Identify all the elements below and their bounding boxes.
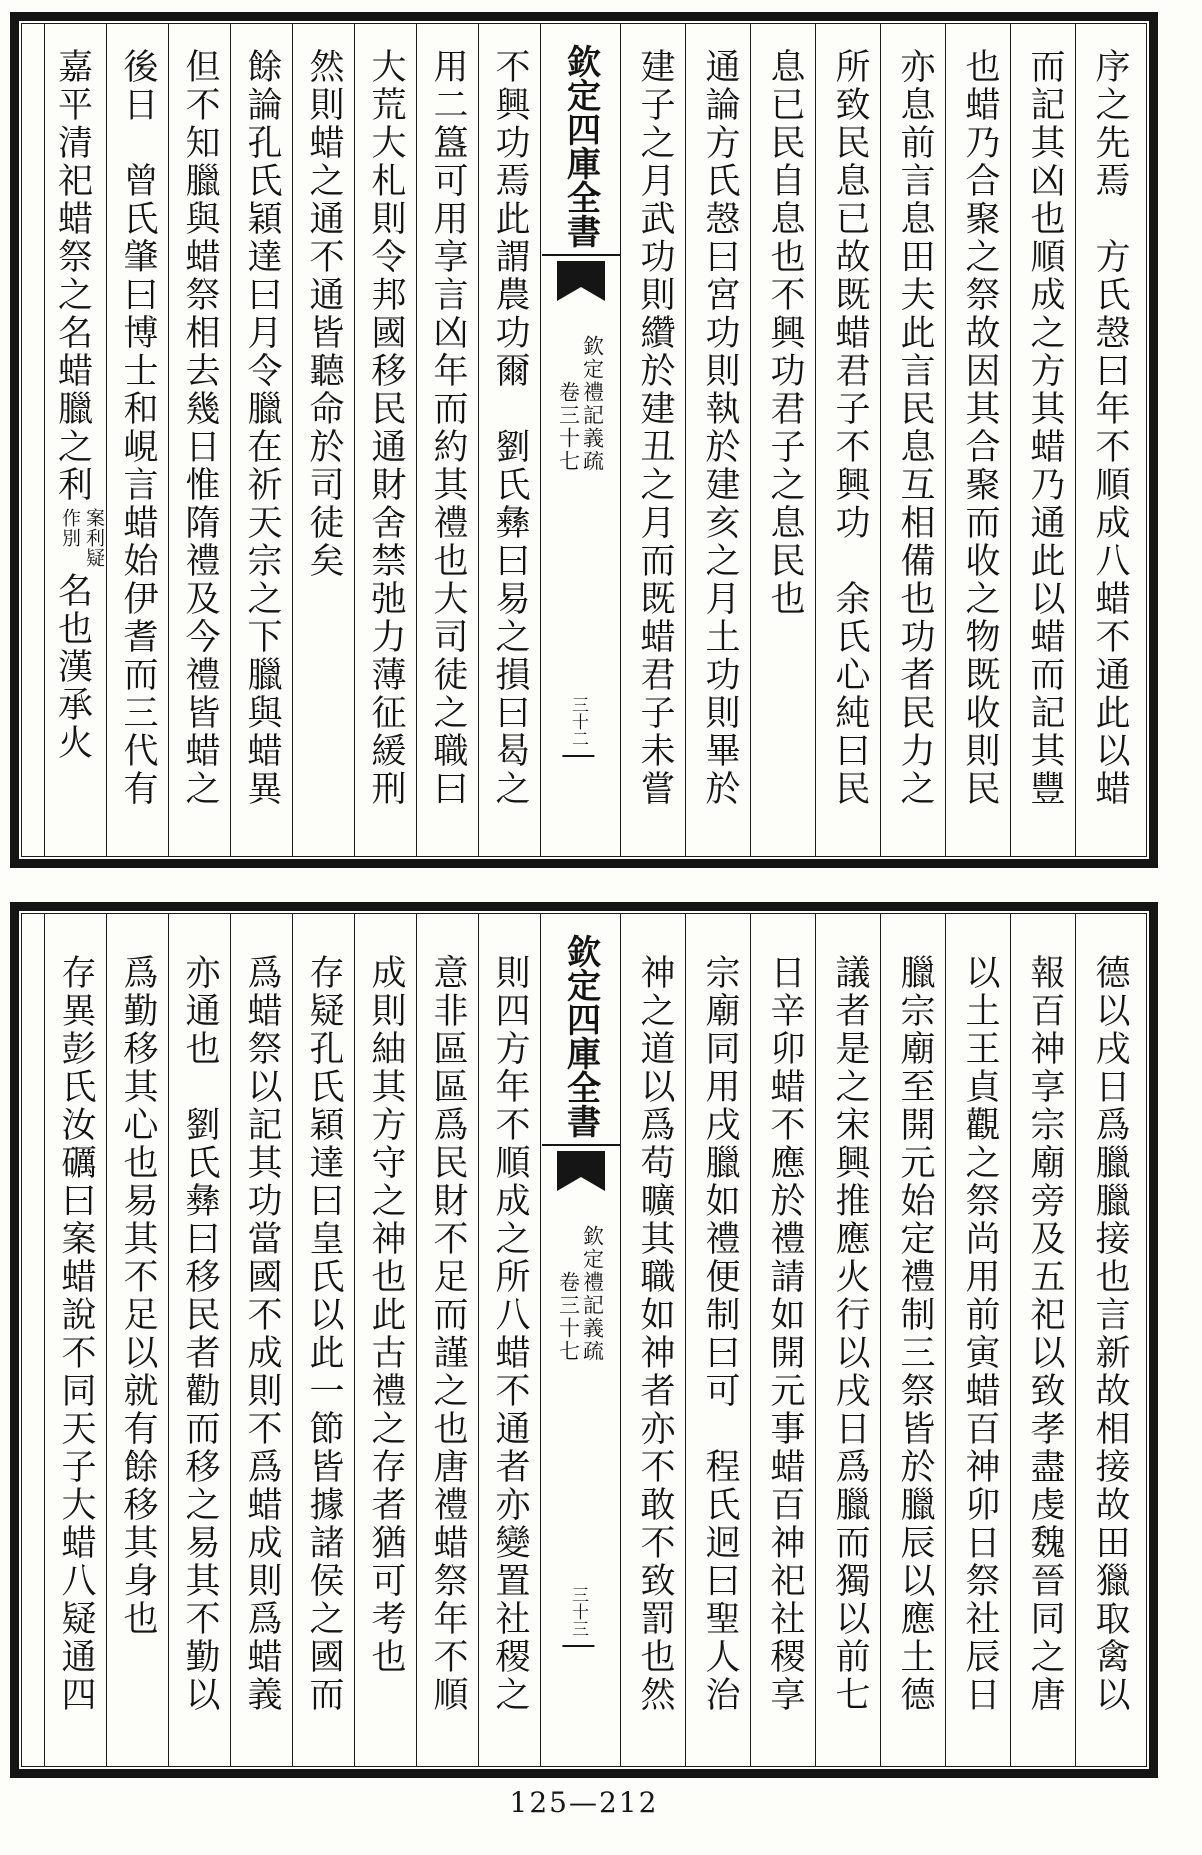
text-column: 報百神享宗廟旁及五祀以致孝盡虔魏晉同之唐 [1010, 914, 1075, 1766]
note-line: 案利疑 [83, 508, 105, 568]
text-column: 存異彭氏汝礪曰案蜡說不同天子大蜡八疑通四 [44, 914, 106, 1766]
text-column: 息已民自息也不興功君子之息民也 [750, 24, 815, 856]
text-column: 大荒大札則令邦國移民通財舍禁弛力薄征緩刑 [354, 24, 416, 856]
text-column: 然則蜡之通不通皆聽命於司徒矣 [292, 24, 354, 856]
page-frame-bottom [10, 902, 1158, 1778]
text-column: 宗廟同用戌臘如禮便制曰可 程氏迥曰聖人治 [685, 914, 750, 1766]
text-column: 德以戌日爲臘臘接也言新故相接故田獵取禽以 [1075, 914, 1140, 1766]
fishtail-icon [557, 1151, 605, 1191]
text-column: 亦通也 劉氏彝曰移民者勸而移之易其不勤以 [168, 914, 230, 1766]
column-text: 嘉平清祀蜡祭之名蜡臘之利 [52, 48, 93, 504]
book-title: 欽定禮記義疏 [580, 1225, 605, 1363]
text-column: 用二簋可用享言凶年而約其禮也大司徒之職曰 [416, 24, 478, 856]
text-column: 則四方年不順成之所八蜡不通者亦變置社稷之 [478, 914, 540, 1766]
book-title: 欽定禮記義疏 [580, 335, 605, 473]
center-banner [540, 24, 620, 856]
note-line: 作別 [59, 508, 81, 548]
text-column: 通論方氏愨曰宮功則執於建亥之月土功則畢於 [685, 24, 750, 856]
text-column: 神之道以爲苟曠其職如神者亦不敢不致罰也然 [620, 914, 685, 1766]
text-column: 日辛卯蜡不應於禮請如開元事蜡百神祀社稷享 [750, 914, 815, 1766]
text-column: 所致民息已故既蜡君子不興功 余氏心純曰民 [815, 24, 880, 856]
volume-label: 卷三十七 [556, 381, 581, 473]
text-column: 意非區區爲民財不足而謹之也唐禮蜡祭年不順 [416, 914, 478, 1766]
text-column: 餘論孔氏穎達曰月令臘在祈天宗之下臘與蜡異 [230, 24, 292, 856]
text-column: 成則紬其方守之神也此古禮之存者猶可考也 [354, 914, 416, 1766]
text-column: 也蜡乃合聚之祭故因其合聚而收之物既收則民 [945, 24, 1010, 856]
leaf-number: 三十三 [562, 1586, 594, 1647]
page-number: 125—212 [509, 1786, 659, 1819]
banner-small-title [557, 335, 605, 473]
text-column: 而記其凶也順成之方其蜡乃通此以蜡而記其豐 [1010, 24, 1075, 856]
column-text: 名也漢承火 [52, 572, 93, 762]
text-column: 亦息前言息田夫此言民息互相備也功者民力之 [880, 24, 945, 856]
center-banner [540, 914, 620, 1766]
fishtail-icon [557, 261, 605, 301]
text-column: 後日 曾氏肇曰博士和峴言蜡始伊耆而三代有 [106, 24, 168, 856]
text-column: 臘宗廟至開元始定禮制三祭皆於臘辰以應土德 [880, 914, 945, 1766]
text-column: 序之先焉 方氏愨曰年不順成八蜡不通此以蜡 [1075, 24, 1140, 856]
text-column: 爲蜡祭以記其功當國不成則不爲蜡成則爲蜡義 [230, 914, 292, 1766]
banner-small-title [557, 1225, 605, 1363]
text-column: 建子之月武功則纘於建丑之月而既蜡君子未嘗 [620, 24, 685, 856]
text-column [44, 24, 106, 856]
text-column: 議者是之宋興推應火行以戌日爲臘而獨以前七 [815, 914, 880, 1766]
series-title: 欽定四庫全書 [560, 934, 601, 1138]
leaf-number: 三十二 [562, 696, 594, 757]
title-rule [542, 1144, 620, 1146]
text-column: 但不知臘與蜡祭相去幾日惟隋禮及今禮皆蜡之 [168, 24, 230, 856]
text-column: 爲勤移其心也易其不足以就有餘移其身也 [106, 914, 168, 1766]
text-column: 不興功焉此謂農功爾 劉氏彝曰易之損曰曷之 [478, 24, 540, 856]
text-column: 以土王貞觀之祭尚用前寅蜡百神卯日祭社辰日 [945, 914, 1010, 1766]
volume-label: 卷三十七 [556, 1271, 581, 1363]
frame-inner [21, 913, 1147, 1767]
interlinear-note [58, 508, 106, 568]
text-column: 存疑孔氏穎達曰皇氏以此一節皆據諸侯之國而 [292, 914, 354, 1766]
page-frame-top [10, 12, 1158, 868]
title-rule [542, 254, 620, 256]
frame-inner [21, 23, 1147, 857]
series-title: 欽定四庫全書 [560, 44, 601, 248]
